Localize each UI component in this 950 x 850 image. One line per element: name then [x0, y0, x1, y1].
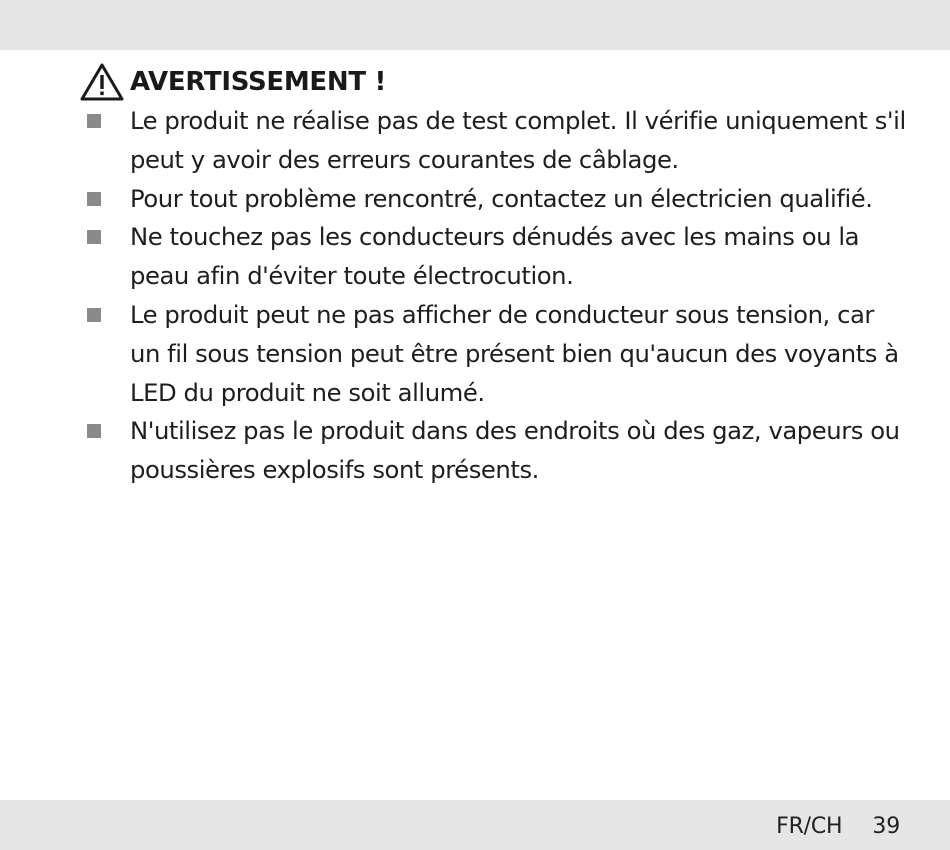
list-item-text: Le produit peut ne pas afficher de conducteur sous tension, car un fil sous tension peut être présent bien qu'aucun des voyants à LED du produit ne soit allumé. — [130, 299, 899, 407]
list-item-text: Pour tout problème rencontré, contactez un électricien qualifié. — [130, 183, 873, 213]
list-item-text: Le produit ne réalise pas de test complet. Il vérifie uniquement s'il peut y avoir des erreurs courantes de câblage. — [130, 106, 906, 174]
bullet-square-icon — [87, 424, 101, 438]
footer-region: FR/CH — [776, 813, 843, 839]
warning-heading — [80, 62, 910, 102]
list-item — [80, 412, 910, 490]
list-item — [80, 102, 910, 180]
bullet-square-icon — [87, 230, 101, 244]
list-item — [80, 296, 910, 412]
top-band — [0, 0, 950, 50]
page-number: 39 — [872, 813, 900, 839]
page-content — [80, 62, 910, 490]
list-item — [80, 218, 910, 296]
bullet-square-icon — [87, 114, 101, 128]
list-item-text: N'utilisez pas le produit dans des endroits où des gaz, vapeurs ou poussières explosifs sont présents. — [130, 416, 900, 485]
page-footer — [776, 808, 900, 844]
warning-title: AVERTISSEMENT ! — [130, 67, 387, 97]
warning-list — [80, 102, 910, 490]
bullet-square-icon — [87, 192, 101, 206]
bullet-square-icon — [87, 308, 101, 322]
list-item — [80, 180, 910, 219]
list-item-text: Ne touchez pas les conducteurs dénudés avec les mains ou la peau afin d'éviter toute électrocution. — [130, 222, 860, 291]
warning-triangle-icon — [80, 63, 124, 101]
